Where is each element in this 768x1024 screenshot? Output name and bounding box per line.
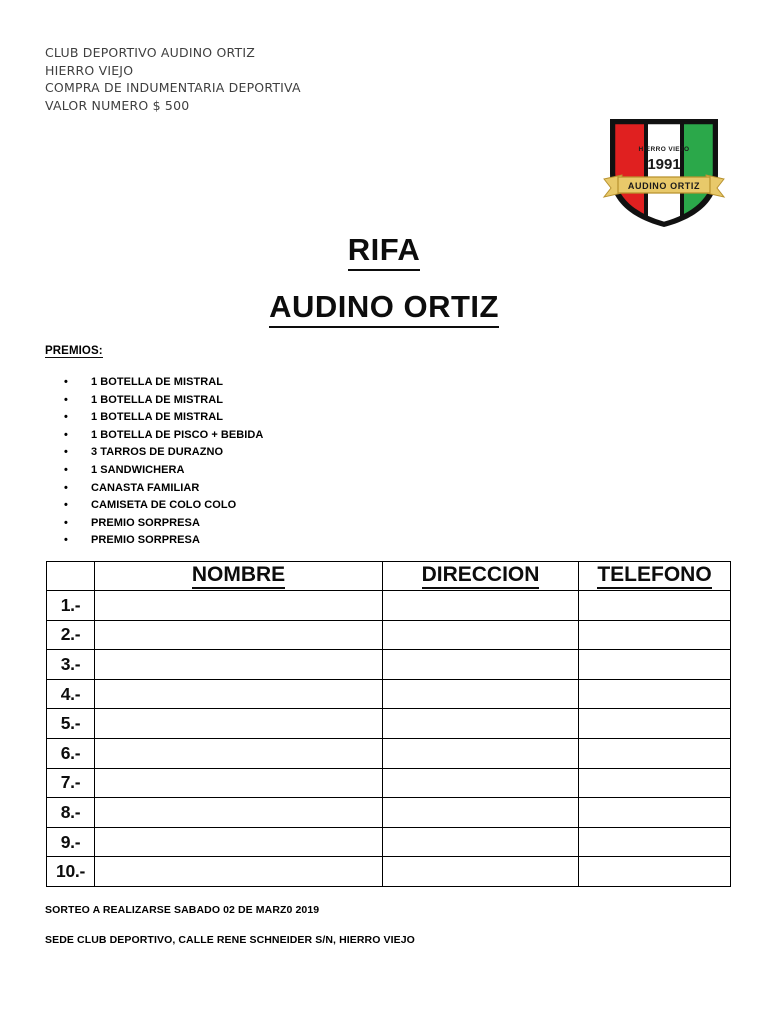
direccion-cell[interactable] (383, 709, 579, 739)
row-number-cell: 5.- (47, 709, 95, 739)
page-title-rifa (0, 232, 768, 271)
page-title-rifa-text: RIFA (348, 232, 421, 271)
document-header (45, 44, 465, 114)
table-row (47, 768, 731, 798)
footer-draw-date: SORTEO A REALIZARSE SABADO 02 DE MARZ0 2019 (45, 904, 320, 916)
premio-item-label: CANASTA FAMILIAR (91, 481, 200, 494)
bullet-icon: • (64, 376, 68, 388)
nombre-cell[interactable] (95, 709, 383, 739)
telefono-cell[interactable] (579, 650, 731, 680)
telefono-cell[interactable] (579, 768, 731, 798)
nombre-cell[interactable] (95, 768, 383, 798)
premio-item-label: PREMIO SORPRESA (91, 534, 200, 547)
column-header-nombre-text: NOMBRE (192, 563, 285, 589)
table-row (47, 827, 731, 857)
page-title-audino-ortiz (0, 289, 768, 328)
row-number-cell: 1.- (47, 591, 95, 621)
row-number-cell: 3.- (47, 650, 95, 680)
premio-item (45, 480, 445, 498)
nombre-cell[interactable] (95, 679, 383, 709)
premio-item (45, 462, 445, 480)
row-number-cell: 8.- (47, 798, 95, 828)
header-line-price: VALOR NUMERO $ 500 (45, 97, 190, 113)
telefono-cell[interactable] (579, 679, 731, 709)
table-header-row (47, 562, 731, 591)
row-number-cell: 9.- (47, 827, 95, 857)
column-header-nombre (95, 562, 383, 591)
premio-item (45, 497, 445, 515)
logo-banner-text: AUDINO ORTIZ (627, 181, 701, 191)
row-number-cell: 7.- (47, 768, 95, 798)
bullet-icon: • (64, 411, 68, 424)
row-number-cell: 10.- (47, 857, 95, 887)
row-number-cell: 6.- (47, 738, 95, 768)
premio-item-label: CAMISETA DE COLO COLO (91, 499, 237, 512)
column-header-direccion-text: DIRECCION (422, 563, 540, 589)
direccion-cell[interactable] (383, 768, 579, 798)
direccion-cell[interactable] (383, 798, 579, 828)
nombre-cell[interactable] (95, 591, 383, 621)
direccion-cell[interactable] (383, 591, 579, 621)
table-body (47, 591, 731, 887)
telefono-cell[interactable] (579, 827, 731, 857)
premio-item (45, 392, 445, 410)
premio-item (45, 427, 445, 445)
premio-item (45, 515, 445, 533)
premio-item-label: 1 SANDWICHERA (91, 463, 185, 476)
direccion-cell[interactable] (383, 679, 579, 709)
footer-venue-address: SEDE CLUB DEPORTIVO, CALLE RENE SCHNEIDER S/N, HIERRO VIEJO (45, 934, 415, 946)
bullet-icon: • (64, 499, 68, 512)
table-row (47, 650, 731, 680)
bullet-icon: • (64, 481, 68, 494)
bullet-icon: • (64, 446, 68, 459)
premio-item-label: 1 BOTELLA DE PISCO + BEBIDA (91, 428, 264, 441)
row-number-cell: 4.- (47, 679, 95, 709)
telefono-cell[interactable] (579, 709, 731, 739)
logo-top-text: HIERRO VIEJO (638, 146, 690, 153)
table-row (47, 709, 731, 739)
premio-item-label: 1 BOTELLA DE MISTRAL (91, 376, 223, 388)
premio-item-label: 1 BOTELLA DE MISTRAL (91, 393, 223, 406)
premio-item-label: PREMIO SORPRESA (91, 516, 200, 529)
table-row (47, 738, 731, 768)
telefono-cell[interactable] (579, 620, 731, 650)
table-row (47, 591, 731, 621)
bullet-icon: • (64, 428, 68, 441)
club-logo (600, 117, 728, 229)
bullet-icon: • (64, 516, 68, 529)
table-row (47, 798, 731, 828)
header-line-location: HIERRO VIEJO (45, 62, 134, 78)
telefono-cell[interactable] (579, 857, 731, 887)
premio-item (45, 532, 445, 550)
row-number-cell: 2.- (47, 620, 95, 650)
premios-heading (45, 345, 103, 358)
nombre-cell[interactable] (95, 857, 383, 887)
raffle-entries-table (46, 561, 731, 887)
table-row (47, 620, 731, 650)
header-line-club: CLUB DEPORTIVO AUDINO ORTIZ (45, 45, 255, 60)
nombre-cell[interactable] (95, 798, 383, 828)
nombre-cell[interactable] (95, 620, 383, 650)
nombre-cell[interactable] (95, 827, 383, 857)
page-title-audino-ortiz-text: AUDINO ORTIZ (269, 289, 499, 328)
direccion-cell[interactable] (383, 650, 579, 680)
bullet-icon: • (64, 393, 68, 406)
premio-item-label: 3 TARROS DE DURAZNO (91, 446, 224, 459)
table-row (47, 679, 731, 709)
direccion-cell[interactable] (383, 620, 579, 650)
premio-item (45, 374, 445, 392)
premio-item-label: 1 BOTELLA DE MISTRAL (91, 411, 223, 424)
header-line-purpose: COMPRA DE INDUMENTARIA DEPORTIVA (45, 80, 301, 95)
premio-item (45, 444, 445, 462)
bullet-icon: • (64, 463, 68, 476)
bullet-icon: • (64, 534, 68, 547)
logo-year-text: 1991 (647, 156, 681, 173)
direccion-cell[interactable] (383, 857, 579, 887)
column-header-telefono-text: TELEFONO (597, 563, 711, 589)
column-header-telefono (579, 562, 731, 591)
telefono-cell[interactable] (579, 798, 731, 828)
telefono-cell[interactable] (579, 738, 731, 768)
premios-heading-text: PREMIOS: (45, 345, 103, 357)
column-header-direccion (383, 562, 579, 591)
nombre-cell[interactable] (95, 738, 383, 768)
direccion-cell[interactable] (383, 827, 579, 857)
direccion-cell[interactable] (383, 738, 579, 768)
telefono-cell[interactable] (579, 591, 731, 621)
table-row (47, 857, 731, 887)
nombre-cell[interactable] (95, 650, 383, 680)
column-header-number (47, 562, 95, 591)
premio-item (45, 409, 445, 427)
premios-list (45, 374, 445, 550)
